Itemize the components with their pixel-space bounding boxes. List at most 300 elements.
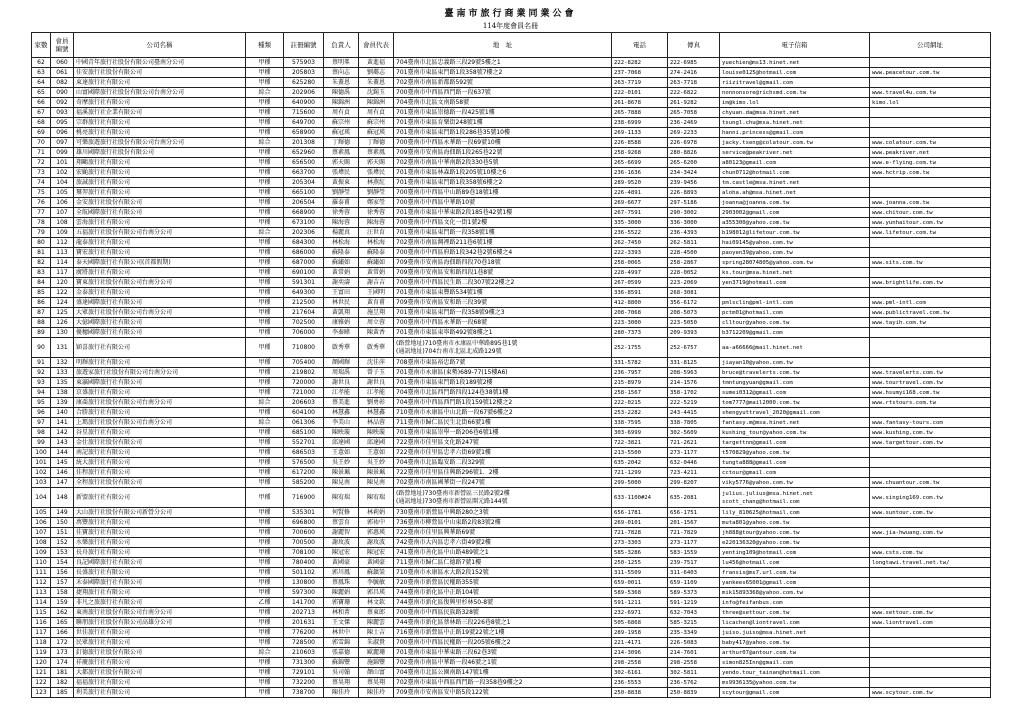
table-row bbox=[32, 188, 991, 198]
cell-phone: 222-8282 bbox=[612, 58, 668, 68]
cell-website[interactable]: www.peacetour.com.tw bbox=[870, 68, 991, 78]
cell-website bbox=[870, 58, 991, 68]
cell-email[interactable]: baby417@yahoo.com.tw bbox=[720, 638, 870, 648]
cell-email[interactable]: pmlsclin@pml-intl.com bbox=[720, 298, 870, 308]
cell-count: 81 bbox=[32, 248, 51, 258]
cell-reg-no: 535301 bbox=[284, 508, 324, 518]
cell-website[interactable]: www.brightlife.com.tw bbox=[870, 278, 991, 288]
cell-owner: 林慧鑫 bbox=[324, 408, 359, 418]
cell-count: 82 bbox=[32, 258, 51, 268]
cell-address: 744臺南市新化區蔡林路三段226巷8號之1 bbox=[394, 618, 612, 628]
table-row bbox=[32, 328, 991, 338]
cell-fax: 243-4415 bbox=[668, 408, 720, 418]
cell-count: 78 bbox=[32, 218, 51, 228]
cell-website[interactable]: www.csts.com.tw bbox=[870, 548, 991, 558]
table-row bbox=[32, 108, 991, 118]
cell-member-no: 166 bbox=[51, 628, 74, 638]
cell-member-no: 140 bbox=[51, 408, 74, 418]
cell-website[interactable]: www.hsumyi168.com.tw bbox=[870, 388, 991, 398]
cell-fax: 656-1751 bbox=[668, 508, 720, 518]
header-phone: 電話 bbox=[612, 33, 668, 58]
cell-email[interactable]: yenting109@hotmail.com bbox=[720, 548, 870, 558]
cell-website bbox=[870, 268, 991, 278]
cell-email[interactable]: info@feifanbus.com bbox=[720, 598, 870, 608]
cell-type: 甲種 bbox=[246, 628, 284, 638]
cell-company: 全程旅行社股份有限公司 bbox=[74, 478, 246, 488]
cell-email[interactable]: ks.tour@msa.hinet.net bbox=[720, 268, 870, 278]
cell-type: 綜合 bbox=[246, 398, 284, 408]
cell-company: 東瀛國際旅行社有限公司 bbox=[74, 378, 246, 388]
cell-phone: 298-2558 bbox=[612, 658, 668, 668]
cell-fax: 236-4393 bbox=[668, 228, 720, 238]
cell-company: 雄川國際旅行社股份有限公司 bbox=[74, 148, 246, 158]
cell-phone: 228-4997 bbox=[612, 268, 668, 278]
cell-phone: 222-0215 bbox=[612, 398, 668, 408]
cell-owner: 蘇隆泰 bbox=[324, 248, 359, 258]
cell-email[interactable]: bruce@travelerts.com.tw bbox=[720, 368, 870, 378]
cell-company: 民眾旅行社有限公司 bbox=[74, 638, 246, 648]
cell-email[interactable]: tungta888@gmail.com bbox=[720, 458, 870, 468]
cell-fax: 214-7601 bbox=[668, 648, 720, 658]
table-row bbox=[32, 288, 991, 298]
cell-owner: 陳佳玲 bbox=[324, 688, 359, 698]
cell-email[interactable]: a80123@gmail.com bbox=[720, 158, 870, 168]
document-title: 臺南市旅行商業同業公會 bbox=[444, 9, 577, 19]
cell-email[interactable]: spring28074805@yahoo.com.tw bbox=[720, 258, 870, 268]
cell-website bbox=[870, 358, 991, 368]
cell-type: 甲種 bbox=[246, 178, 284, 188]
table-row bbox=[32, 148, 991, 158]
cell-member-no: 173 bbox=[51, 648, 74, 658]
table-row bbox=[32, 178, 991, 188]
table-row bbox=[32, 648, 991, 658]
cell-fax: 208-5073 bbox=[668, 308, 720, 318]
cell-rep: 施昱翔 bbox=[359, 308, 394, 318]
cell-address: 701臺南市東區東門路一段358號9樓之3 bbox=[394, 308, 612, 318]
cell-website[interactable]: longtawi.travel.net.tw/ bbox=[870, 558, 991, 568]
cell-phone: 722-3821 bbox=[612, 438, 668, 448]
cell-address: 701臺南市東區林森路1段205號10樓之6 bbox=[394, 168, 612, 178]
table-row bbox=[32, 228, 991, 238]
cell-member-no: 114 bbox=[51, 258, 74, 268]
cell-company: 新盟旅行社有限公司 bbox=[74, 488, 246, 508]
cell-member-no: 113 bbox=[51, 248, 74, 258]
cell-email[interactable]: mik15893368@yahoo.com.tw bbox=[720, 588, 870, 598]
cell-owner: 蘇冠瑛 bbox=[324, 128, 359, 138]
cell-email[interactable]: 2903002@gmail.com bbox=[720, 208, 870, 218]
cell-count: 76 bbox=[32, 198, 51, 208]
cell-address: 702臺南市南區中華路一段46號之1號 bbox=[394, 658, 612, 668]
cell-website[interactable]: www.joanna.com.tw bbox=[870, 198, 991, 208]
cell-fax: 208-5963 bbox=[668, 368, 720, 378]
cell-member-no: 095 bbox=[51, 118, 74, 128]
table-row bbox=[32, 588, 991, 598]
cell-count: 114 bbox=[32, 598, 51, 608]
header-member-no: 會員編號 bbox=[51, 33, 74, 58]
cell-phone: 267-7591 bbox=[612, 208, 668, 218]
cell-type: 甲種 bbox=[246, 488, 284, 508]
cell-email[interactable]: joanna@joanna.com.tw bbox=[720, 198, 870, 208]
cell-company: 旅誠旅行社有限公司 bbox=[74, 178, 246, 188]
cell-owner: 蔡昊翔 bbox=[324, 678, 359, 688]
cell-website[interactable]: www.pml-intl.com bbox=[870, 298, 991, 308]
cell-reg-no: 690100 bbox=[284, 268, 324, 278]
cell-fax: 265-7058 bbox=[668, 108, 720, 118]
cell-fax: 338-7805 bbox=[668, 418, 720, 428]
cell-fax: 223-5050 bbox=[668, 318, 720, 328]
cell-type: 甲種 bbox=[246, 158, 284, 168]
cell-address: 704臺南市北區公園南路147號1樓 bbox=[394, 668, 612, 678]
cell-type: 甲種 bbox=[246, 268, 284, 278]
cell-member-no: 141 bbox=[51, 418, 74, 428]
table-row bbox=[32, 488, 991, 508]
cell-email[interactable]: pctm01@hotmail.com bbox=[720, 308, 870, 318]
cell-website[interactable]: www.publictravel.com.tw bbox=[870, 308, 991, 318]
table-row bbox=[32, 458, 991, 468]
cell-address: 701臺南市東區東門路一段358號1樓 bbox=[394, 228, 612, 238]
cell-email[interactable]: b198012@lifetour.com.tw bbox=[720, 228, 870, 238]
cell-count: 87 bbox=[32, 308, 51, 318]
cell-email[interactable]: e220136320@yahoo.com.tw bbox=[720, 538, 870, 548]
cell-email[interactable]: licachen@liontravel.com bbox=[720, 618, 870, 628]
cell-email[interactable]: yen3719@hotmail.com bbox=[720, 278, 870, 288]
table-row bbox=[32, 338, 991, 358]
cell-company: 廣將旅行社有限公司 bbox=[74, 268, 246, 278]
cell-company: 旅遊家旅行社股份有限公司台南分公司 bbox=[74, 368, 246, 378]
cell-type: 甲種 bbox=[246, 678, 284, 688]
cell-phone: 591-1211 bbox=[612, 598, 668, 608]
cell-member-no: 092 bbox=[51, 98, 74, 108]
cell-website[interactable]: www.suntour.com.tw bbox=[870, 508, 991, 518]
cell-rep: 郭祐中 bbox=[359, 518, 394, 528]
cell-website[interactable]: www.liontravel.com bbox=[870, 618, 991, 628]
cell-address: 710臺南市永康區永大路2段152號 bbox=[394, 568, 612, 578]
cell-fax: 209-9393 bbox=[668, 328, 720, 338]
cell-email[interactable]: kushing_tour@yahoo.com.tw bbox=[720, 428, 870, 438]
cell-email[interactable]: yuechien@ms13.hinet.net bbox=[720, 58, 870, 68]
cell-website bbox=[870, 588, 991, 598]
cell-fax: 723-4211 bbox=[668, 468, 720, 478]
cell-owner: 朱蓋恩 bbox=[324, 78, 359, 88]
cell-fax: 632-7043 bbox=[668, 608, 720, 618]
cell-email[interactable]: sumei0312@gmail.com bbox=[720, 388, 870, 398]
table-row bbox=[32, 598, 991, 608]
cell-owner: 郭天賜 bbox=[324, 158, 359, 168]
cell-website[interactable]: kimo.lol bbox=[870, 98, 991, 108]
cell-website[interactable]: www.chuantour.com.tw bbox=[870, 478, 991, 488]
cell-rep: 陳黃香 bbox=[359, 328, 394, 338]
cell-email[interactable]: arthur07@antour.com.tw bbox=[720, 648, 870, 658]
cell-type: 甲種 bbox=[246, 328, 284, 338]
cell-website[interactable]: www.tourtravel.com.tw bbox=[870, 378, 991, 388]
cell-owner: 張嘉德 bbox=[324, 648, 359, 658]
cell-reg-no: 617200 bbox=[284, 468, 324, 478]
cell-website[interactable]: www.kushing.com.tw bbox=[870, 428, 991, 438]
cell-address: 700臺南市中西區民權路一段205號6樓之2 bbox=[394, 638, 612, 648]
cell-member-no: 149 bbox=[51, 508, 74, 518]
cell-reg-no: 501102 bbox=[284, 568, 324, 578]
cell-fax: 228-0052 bbox=[668, 268, 720, 278]
cell-count: 79 bbox=[32, 228, 51, 238]
cell-phone: 236-1636 bbox=[612, 168, 668, 178]
cell-email[interactable]: jacky.tseng@colatour.com.tw bbox=[720, 138, 870, 148]
cell-fax: 299-8207 bbox=[668, 478, 720, 488]
cell-count: 116 bbox=[32, 618, 51, 628]
cell-count: 117 bbox=[32, 628, 51, 638]
cell-rep: 蘇繡如 bbox=[359, 258, 394, 268]
cell-member-no: 147 bbox=[51, 478, 74, 488]
cell-email[interactable]: shengyuttravel_2020@gmail.com bbox=[720, 408, 870, 418]
cell-website[interactable]: www.targettour.com.tw bbox=[870, 438, 991, 448]
cell-count: 112 bbox=[32, 578, 51, 588]
cell-member-no: 174 bbox=[51, 658, 74, 668]
cell-reg-no: 130800 bbox=[284, 578, 324, 588]
cell-email[interactable]: aloha.ah@msa.hinet.net bbox=[720, 188, 870, 198]
cell-reg-no: 219802 bbox=[284, 368, 324, 378]
cell-website[interactable]: www.travelerts.com.tw bbox=[870, 368, 991, 378]
cell-address: 701臺南市東區東寧路492號8樓之1 bbox=[394, 328, 612, 338]
table-row bbox=[32, 208, 991, 218]
cell-website[interactable]: www.rtstours.com.tw bbox=[870, 398, 991, 408]
cell-email[interactable]: tsungl.chu@msa.hinet.net bbox=[720, 118, 870, 128]
cell-fax: 589-5373 bbox=[668, 588, 720, 598]
cell-fax: 298-2558 bbox=[668, 658, 720, 668]
cell-website[interactable]: www.scytour.com.tw bbox=[870, 688, 991, 698]
cell-company: 水樂旅行社有限公司 bbox=[74, 538, 246, 548]
cell-email[interactable]: hai09145@yahoo.com.tw bbox=[720, 238, 870, 248]
cell-count: 95 bbox=[32, 398, 51, 408]
cell-email[interactable]: nonnonsore@richsmd.com.tw bbox=[720, 88, 870, 98]
cell-count: 91 bbox=[32, 358, 51, 368]
cell-website[interactable]: www.travel4u.com.tw bbox=[870, 88, 991, 98]
cell-email[interactable]: viky5776@yahoo.com.tw bbox=[720, 478, 870, 488]
cell-email[interactable]: chyuan.da@msa.hinet.net bbox=[720, 108, 870, 118]
cell-fax: 268-3081 bbox=[668, 288, 720, 298]
cell-phone: 289-9520 bbox=[612, 178, 668, 188]
cell-email[interactable]: ms9936135@yahoo.com.tw bbox=[720, 678, 870, 688]
cell-email[interactable]: b3712209@gmail.com bbox=[720, 328, 870, 338]
cell-address: 700臺南市中西區中華路10號 bbox=[394, 198, 612, 208]
cell-email[interactable]: louise0125@hotmail.com bbox=[720, 68, 870, 78]
cell-phone: 335-3000 bbox=[612, 218, 668, 228]
cell-email[interactable]: muta801@yahoo.com.tw bbox=[720, 518, 870, 528]
cell-rep: 林燕紅 bbox=[359, 178, 394, 188]
cell-phone: 265-7888 bbox=[612, 108, 668, 118]
cell-fax: 228-4500 bbox=[668, 248, 720, 258]
cell-type: 甲種 bbox=[246, 128, 284, 138]
table-row bbox=[32, 158, 991, 168]
cell-type: 甲種 bbox=[246, 278, 284, 288]
cell-type: 甲種 bbox=[246, 428, 284, 438]
cell-company: 大億國際旅行社有限公司 bbox=[74, 318, 246, 328]
cell-website[interactable]: www.settour.com.tw bbox=[870, 608, 991, 618]
cell-count: 90 bbox=[32, 338, 51, 358]
header-count: 家數 bbox=[32, 33, 51, 58]
cell-website[interactable]: www.colatour.com.tw bbox=[870, 138, 991, 148]
cell-count: 64 bbox=[32, 78, 51, 88]
cell-email[interactable]: a355300@yahoo.com.tw bbox=[720, 218, 870, 228]
cell-member-no: 172 bbox=[51, 638, 74, 648]
cell-email[interactable]: yankees65001@gmail.com bbox=[720, 578, 870, 588]
cell-email[interactable]: fantasy.m@msa.hinet.net bbox=[720, 418, 870, 428]
cell-owner: 林和菁 bbox=[324, 608, 359, 618]
cell-email[interactable]: service@peakriver.net bbox=[720, 148, 870, 158]
cell-email[interactable]: t570829@yahoo.com.tw bbox=[720, 448, 870, 458]
cell-fax: 273-1177 bbox=[668, 448, 720, 458]
cell-company: 穎喜旅行社有限公司 bbox=[74, 338, 246, 358]
cell-website bbox=[870, 408, 991, 418]
cell-website[interactable]: www.fantasy-tours.com bbox=[870, 418, 991, 428]
cell-email[interactable]: tom7777@mail2000.com.tw bbox=[720, 398, 870, 408]
cell-owner: 張瑋民 bbox=[324, 168, 359, 178]
cell-website bbox=[870, 648, 991, 658]
cell-email[interactable]: tm.castle@msa.hinet.net bbox=[720, 178, 870, 188]
cell-email[interactable]: im@kimo.lol bbox=[720, 98, 870, 108]
cell-company: 優穗國際旅行社有限公司 bbox=[74, 328, 246, 338]
cell-email[interactable]: lu456@hotmail.com bbox=[720, 558, 870, 568]
cell-email[interactable]: simon825Inn@gmail.com bbox=[720, 658, 870, 668]
cell-type: 甲種 bbox=[246, 148, 284, 158]
cell-website[interactable]: www.sits.com.tw bbox=[870, 258, 991, 268]
cell-count: 113 bbox=[32, 588, 51, 598]
cell-reg-no: 205803 bbox=[284, 68, 324, 78]
cell-count: 121 bbox=[32, 668, 51, 678]
cell-address: 700臺南市中西區文化一街1號2樓 bbox=[394, 218, 612, 228]
cell-website[interactable]: www.hctrip.com.tw bbox=[870, 168, 991, 178]
cell-rep: 李毓敏 bbox=[359, 578, 394, 588]
cell-email[interactable]: yendo.tour_tainan@hotmail.com bbox=[720, 668, 870, 678]
cell-email[interactable]: fransis@ms7.url.com.tw bbox=[720, 568, 870, 578]
cell-email[interactable]: juiso.juiso@msa.hinet.net bbox=[720, 628, 870, 638]
cell-website[interactable]: www.lifetour.com.tw bbox=[870, 228, 991, 238]
cell-address: 700臺南市中西區永華路一段69號10樓 bbox=[394, 138, 612, 148]
cell-owner: 黃振東 bbox=[324, 178, 359, 188]
cell-address: 701臺南市東區崇學一路206巷6號1樓 bbox=[394, 428, 612, 438]
cell-rep: 蔡東郎 bbox=[359, 608, 394, 618]
cell-reg-no: 696800 bbox=[284, 518, 324, 528]
cell-email[interactable]: clltour@yahoo.com.tw bbox=[720, 318, 870, 328]
cell-company: 桃亮旅行社有限公司 bbox=[74, 128, 246, 138]
cell-website[interactable]: www.e-flying.com.tw bbox=[870, 158, 991, 168]
cell-count: 120 bbox=[32, 658, 51, 668]
table-row bbox=[32, 668, 991, 678]
cell-email[interactable]: julius.julius@msa.hinet.net scott_chang@hotmail.com bbox=[720, 488, 870, 508]
cell-reg-no: 591301 bbox=[284, 278, 324, 288]
cell-website bbox=[870, 458, 991, 468]
cell-fax: 297-5186 bbox=[668, 198, 720, 208]
table-row bbox=[32, 528, 991, 538]
cell-rep: 陳冠宏 bbox=[359, 548, 394, 558]
cell-address: 742臺南市大內區忠孝六街49號2樓 bbox=[394, 538, 612, 548]
cell-phone: 331-5782 bbox=[612, 358, 668, 368]
cell-email[interactable]: three@settour.com.tw bbox=[720, 608, 870, 618]
cell-website[interactable]: www.chitour.com.tw bbox=[870, 208, 991, 218]
cell-fax: 585-3215 bbox=[668, 618, 720, 628]
cell-website[interactable]: www.peakriver.net bbox=[870, 148, 991, 158]
cell-fax: 263-7718 bbox=[668, 78, 720, 88]
cell-address: 722臺南市佳里區興華路69號 bbox=[394, 528, 612, 538]
table-row bbox=[32, 268, 991, 278]
cell-website[interactable]: www.tayih.com.tw bbox=[870, 318, 991, 328]
cell-fax: 659-1109 bbox=[668, 578, 720, 588]
cell-website[interactable]: www.jia-hwuang.com.tw bbox=[870, 528, 991, 538]
cell-phone: 208-7068 bbox=[612, 308, 668, 318]
cell-owner: 蘇繡如 bbox=[324, 258, 359, 268]
cell-member-no: 093 bbox=[51, 108, 74, 118]
header-reg-no: 註冊編號 bbox=[284, 33, 324, 58]
cell-email[interactable]: scytour@gmail.com bbox=[720, 688, 870, 698]
cell-fax: 262-5811 bbox=[668, 238, 720, 248]
cell-reg-no: 217604 bbox=[284, 308, 324, 318]
cell-fax: 635-2081 bbox=[668, 488, 720, 508]
cell-member-no: 120 bbox=[51, 278, 74, 288]
cell-count: 65 bbox=[32, 88, 51, 98]
cell-member-no: 096 bbox=[51, 128, 74, 138]
cell-rep: 蘇鎮榮 bbox=[359, 568, 394, 578]
cell-email[interactable]: jiayan10@yahoo.com.tw bbox=[720, 358, 870, 368]
cell-email[interactable]: riizitravel@gmail.com bbox=[720, 78, 870, 88]
cell-fax: 222-6985 bbox=[668, 58, 720, 68]
cell-email[interactable]: aa-a66666@mail.hinet.net bbox=[720, 338, 870, 358]
cell-member-no: 150 bbox=[51, 518, 74, 528]
cell-owner: 陳麗娟 bbox=[324, 588, 359, 598]
cell-email[interactable]: targettnn@gmail.com bbox=[720, 438, 870, 448]
table-row bbox=[32, 318, 991, 328]
cell-email[interactable]: cctour@gmail.com bbox=[720, 468, 870, 478]
cell-email[interactable]: tmntungyuan@gmail.com bbox=[720, 378, 870, 388]
cell-owner: 陳見南 bbox=[324, 478, 359, 488]
cell-reg-no: 665100 bbox=[284, 188, 324, 198]
cell-email[interactable]: lily_810625@hotmail.com bbox=[720, 508, 870, 518]
cell-phone: 585-3286 bbox=[612, 548, 668, 558]
cell-phone: 221-4171 bbox=[612, 638, 668, 648]
table-row bbox=[32, 398, 991, 408]
cell-count: 118 bbox=[32, 638, 51, 648]
table-row bbox=[32, 378, 991, 388]
cell-address: 701臺南市東區中華東路2段185巷42號1樓 bbox=[394, 208, 612, 218]
cell-rep: 林品蓉 bbox=[359, 418, 394, 428]
cell-website bbox=[870, 128, 991, 138]
cell-address: 701臺南市東區東豐路534號1樓 bbox=[394, 288, 612, 298]
cell-reg-no: 652960 bbox=[284, 148, 324, 158]
cell-email[interactable]: paoyen39@yahoo.com.tw bbox=[720, 248, 870, 258]
cell-owner: 羅泰甫 bbox=[324, 198, 359, 208]
cell-website[interactable]: www.yunhaitour.com.tw bbox=[870, 218, 991, 228]
cell-email[interactable]: chun0712@hotmail.com bbox=[720, 168, 870, 178]
cell-rep: 張瑋民 bbox=[359, 168, 394, 178]
cell-company: 大山旅行社股份有限公司新營分公司 bbox=[74, 508, 246, 518]
cell-reg-no: 705400 bbox=[284, 358, 324, 368]
cell-email[interactable]: hanni.princess@gmail.com bbox=[720, 128, 870, 138]
cell-owner: 劉靜瑩 bbox=[324, 188, 359, 198]
cell-count: 108 bbox=[32, 538, 51, 548]
cell-count: 62 bbox=[32, 58, 51, 68]
cell-reg-no: 201308 bbox=[284, 138, 324, 148]
cell-address: 704臺南市中西區西門路1段159號12樓之2 bbox=[394, 398, 612, 408]
cell-owner: 黃國豪 bbox=[324, 558, 359, 568]
table-row bbox=[32, 248, 991, 258]
cell-type: 乙種 bbox=[246, 598, 284, 608]
cell-address: 730臺南市新營區中興路280之3號 bbox=[394, 508, 612, 518]
cell-company: 合勝旅行社有限公司 bbox=[74, 408, 246, 418]
cell-website[interactable]: www.singing169.com.tw bbox=[870, 488, 991, 508]
cell-member-no: 131 bbox=[51, 338, 74, 358]
cell-member-no: 148 bbox=[51, 488, 74, 508]
cell-email[interactable]: jh888@tour@yahoo.com.tw bbox=[720, 528, 870, 538]
cell-phone: 232-6971 bbox=[612, 608, 668, 618]
cell-reg-no: 685100 bbox=[284, 428, 324, 438]
cell-type: 甲種 bbox=[246, 378, 284, 388]
